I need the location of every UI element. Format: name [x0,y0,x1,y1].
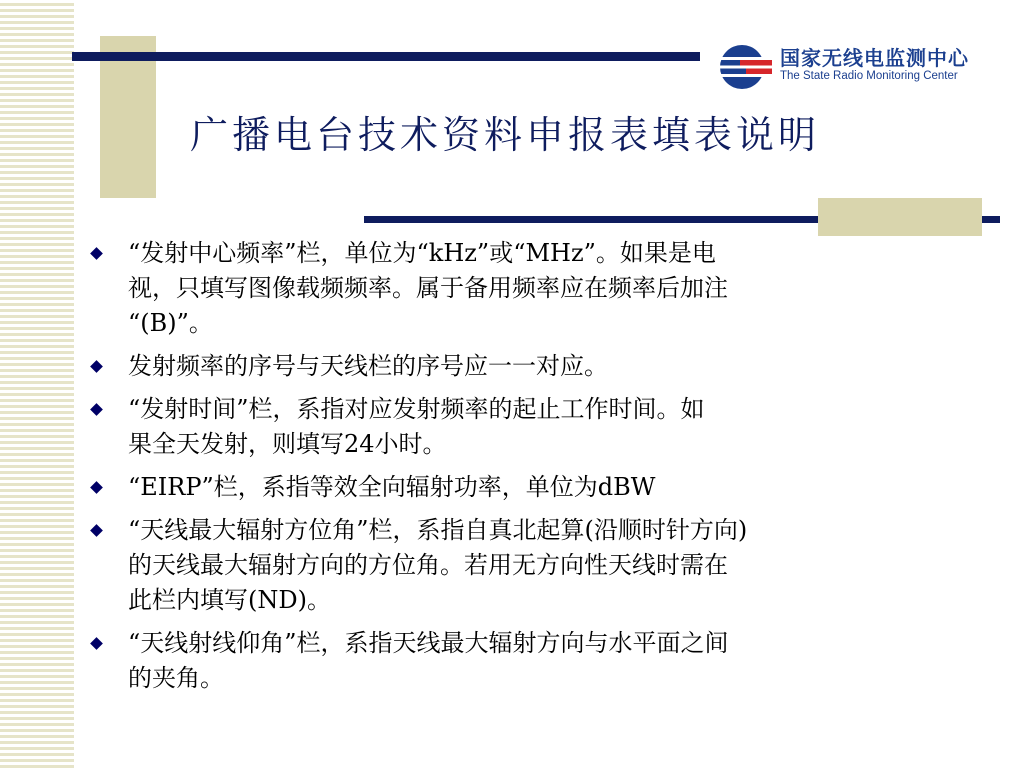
item-text-line: “(B)”。 [128,309,213,337]
logo-english-name: The State Radio Monitoring Center [780,70,958,82]
item-text-line: “EIRP”栏，系指等效全向辐射功率，单位为dBW [128,473,656,501]
list-item [92,236,952,341]
diamond-bullet-icon [90,247,103,260]
logo-chinese-name: 国家无线电监测中心 [780,46,969,70]
diamond-bullet-icon [90,360,103,373]
item-text-line: 的天线最大辐射方向的方位角。若用无方向性天线时需在 [128,551,728,579]
list-item [92,470,952,505]
list-item [92,392,952,462]
decorative-line-top [72,52,700,61]
item-text-line: “发射时间”栏，系指对应发射频率的起止工作时间。如 [128,395,705,423]
item-text-line: “发射中心频率”栏，单位为“kHz”或“MHz”。如果是电 [128,239,716,267]
item-text-line: 此栏内填写(ND)。 [128,586,331,614]
item-text-line: 视，只填写图像载频频率。属于备用频率应在频率后加注 [128,274,728,302]
page-title: 广播电台技术资料申报表填表说明 [190,113,821,157]
item-text-line: 发射频率的序号与天线栏的序号应一一对应。 [128,352,608,380]
diamond-bullet-icon [90,524,103,537]
item-text-line: “天线最大辐射方位角”栏，系指自真北起算(沿顺时针方向) [128,516,748,544]
diamond-bullet-icon [90,403,103,416]
decorative-stripes [0,0,74,768]
srmc-logo [716,40,1016,94]
decorative-tan-block-bottom [818,198,982,236]
list-item [92,513,952,618]
item-text-line: 的夹角。 [128,664,224,692]
item-text-line: 果全天发射，则填写24小时。 [128,430,447,458]
item-text-line: “天线射线仰角”栏，系指天线最大辐射方向与水平面之间 [128,629,729,657]
list-item [92,626,952,696]
bullet-list [92,236,952,704]
srmc-emblem-icon [716,44,772,90]
list-item [92,349,952,384]
diamond-bullet-icon [90,637,103,650]
diamond-bullet-icon [90,481,103,494]
